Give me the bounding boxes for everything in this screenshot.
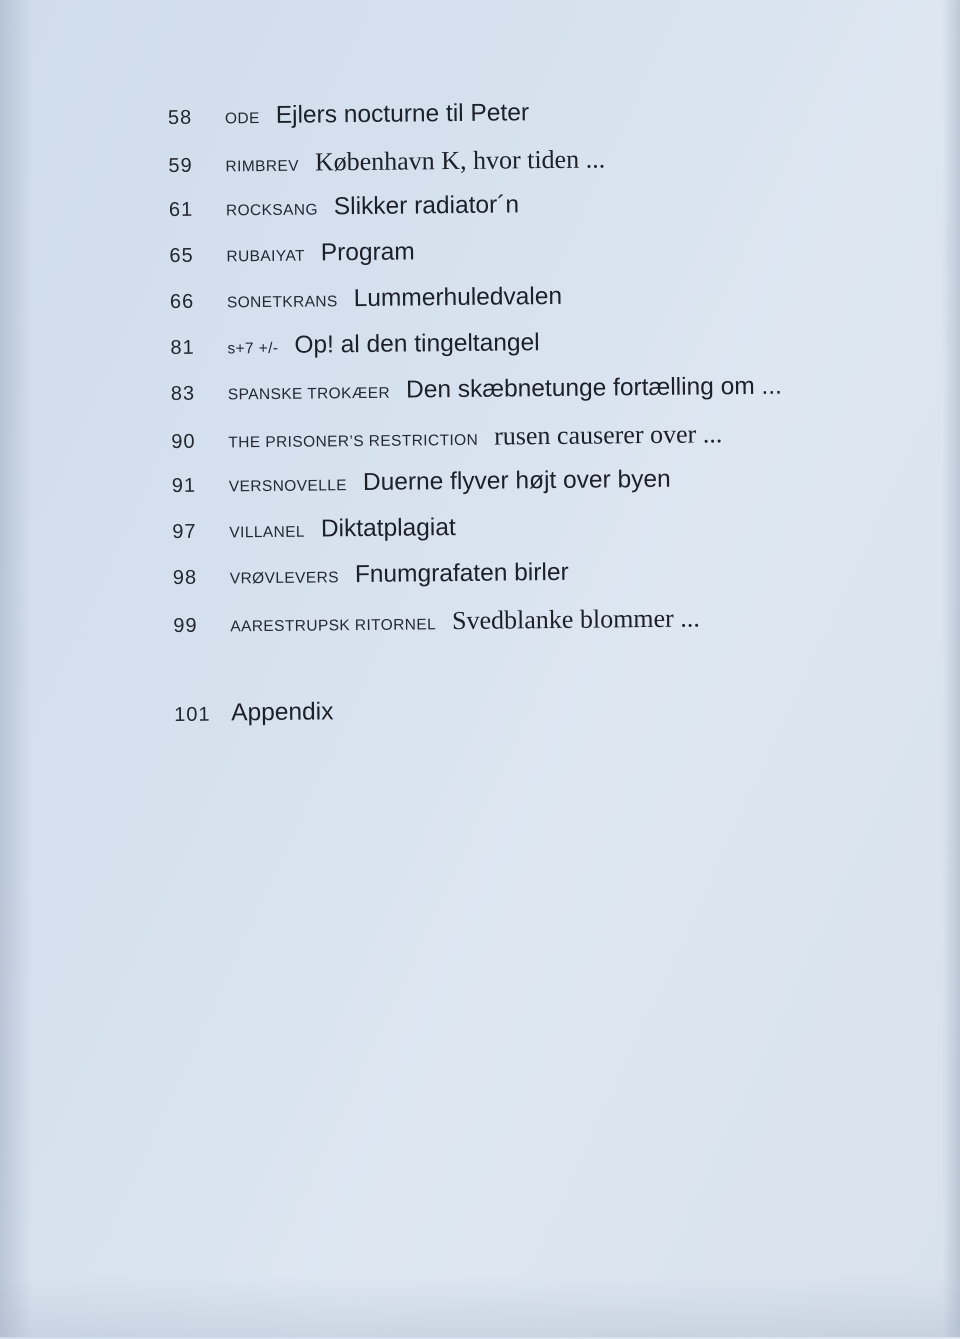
poem-title: Fnumgrafaten birler	[354, 558, 569, 589]
toc-entry	[169, 191, 520, 235]
poem-form: RUBAIYAT	[226, 247, 305, 266]
toc-entry	[170, 329, 540, 373]
page-number: 66	[169, 290, 195, 314]
poem-form: ODE	[224, 110, 260, 128]
page-number: 97	[172, 520, 197, 543]
toc-appendix	[174, 698, 334, 740]
poem-form: SPANSKE TROKÆER	[227, 384, 391, 404]
poem-form: RIMBREV	[225, 157, 300, 176]
page-number: 98	[172, 566, 198, 589]
poem-title: Slikker radiator´n	[333, 191, 520, 221]
toc-entry	[169, 238, 415, 281]
page-number: 61	[168, 198, 194, 222]
page-number: 65	[169, 244, 194, 268]
poem-title: Ejlers nocturne til Peter	[275, 99, 530, 129]
poem-form: SONETKRANS	[226, 293, 338, 312]
poem-title: rusen causerer over ...	[493, 419, 723, 451]
page-number: 83	[170, 382, 196, 406]
page-number: 58	[167, 106, 193, 130]
poem-form: VILLANEL	[229, 523, 305, 542]
toc-entry	[171, 373, 782, 419]
toc-entry	[173, 603, 700, 649]
page-number: 59	[168, 154, 193, 178]
poem-title: Diktatplagiat	[320, 514, 456, 543]
page-number: 99	[173, 614, 198, 637]
poem-title: Duerne flyver højt over byen	[362, 465, 671, 496]
toc-entry	[171, 419, 722, 465]
page-number: 101	[174, 703, 211, 726]
toc-entry	[172, 514, 456, 557]
poem-form: AARESTRUPSK RITORNEL	[230, 616, 437, 636]
toc-entry	[168, 144, 605, 189]
poem-title: Lummerhuledvalen	[353, 282, 563, 313]
toc-entry	[168, 99, 529, 143]
poem-form: ROCKSANG	[225, 201, 318, 220]
poem-form: VRØVLEVERS	[229, 569, 340, 588]
poem-title: Svedblanke blommer ...	[451, 603, 700, 636]
poem-form: s+7 +/-	[227, 339, 279, 358]
appendix-title: Appendix	[231, 698, 334, 727]
toc-entry	[172, 466, 671, 511]
poem-title: Op! al den tingeltangel	[294, 329, 540, 359]
page-number: 91	[171, 474, 197, 498]
toc-entry	[170, 283, 563, 327]
poem-title: Program	[320, 238, 415, 267]
poem-form: THE PRISONER’S RESTRICTION	[228, 431, 479, 452]
page-number: 90	[171, 430, 196, 454]
toc-entry	[173, 559, 569, 603]
poem-title: København K, hvor tiden ...	[314, 144, 606, 177]
poem-form: VERSNOVELLE	[228, 477, 348, 496]
page-number: 81	[170, 336, 195, 360]
poem-title: Den skæbnetunge fortælling om ...	[405, 372, 783, 404]
